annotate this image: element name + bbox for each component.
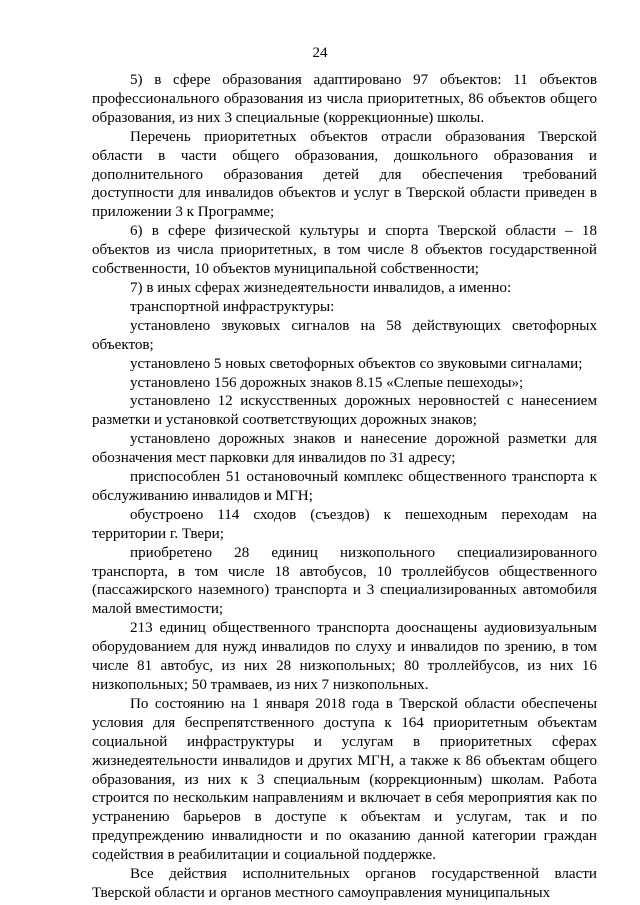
page-number: 24	[312, 45, 328, 61]
paragraph-road-signs: установлено 156 дорожных знаков 8.15 «Слепые пешеходы»;	[130, 374, 524, 391]
paragraph-low-floor-vehicles: приобретено 28 единиц низкопольного специализированного транспорта, в том числе 18 автобусов, 10 троллейбусов общественного (пассажирского наземного) транспорта и 3 специализированных автомобиля малой вместимости;	[92, 544, 597, 618]
paragraph-other-spheres: 7) в иных сферах жизнедеятельности инвалидов, а именно:	[130, 279, 512, 296]
paragraph-status-2018: По состоянию на 1 января 2018 года в Тверской области обеспечены условия для беспрепятственного доступа к 164 приоритетным объектам социальной инфраструктуры и услугам в приоритетных сферах жизнедеятельности инвалидов и других МГН, а также к 86 объектам общего образования, из них к 3 специальным (коррекционным) школам. Работа строится по нескольким направлениям и включает в себя мероприятия как по устранению барьеров в доступе к объектам и услугам, так и по предупреждению инвалидности и по оказанию данной категории граждан содействия в реабилитации и социальной поддержке.	[92, 695, 597, 864]
paragraph-new-traffic-lights: установлено 5 новых светофорных объектов со звуковыми сигналами;	[130, 355, 583, 372]
paragraph-bus-stops: приспособлен 51 остановочный комплекс общественного транспорта к обслуживанию инвалидов и МГН;	[92, 469, 597, 504]
paragraph-education-objects: 5) в сфере образования адаптировано 97 объектов: 11 объектов профессионального образования из числа приоритетных, 86 объектов общего образования, из них 3 специальные (коррекционные) школы.	[92, 72, 597, 126]
paragraph-all-actions: Все действия исполнительных органов государственной власти Тверской области и органов местного самоуправления муниципальных	[92, 866, 597, 901]
paragraph-speed-bumps: установлено 12 искусственных дорожных неровностей с нанесением разметки и установкой соответствующих дорожных знаков;	[92, 393, 597, 429]
paragraph-audiovisual-equipment: 213 единиц общественного транспорта дооснащены аудиовизуальным оборудованием для нужд инвалидов по слуху и инвалидов по зрению, в том числе 81 автобус, из них 28 низкопольных; 80 троллейбусов, из них 16 низкопольных; 50 трамваев, из них 7 низкопольных.	[92, 620, 597, 693]
document-body	[92, 71, 597, 903]
paragraph-parking-marking: установлено дорожных знаков и нанесение дорожной разметки для обозначения мест парковки для инвалидов по 31 адресу;	[92, 431, 597, 467]
paragraph-education-priority-list: Перечень приоритетных объектов отрасли образования Тверской области в части общего образования, дошкольного образования и дополнительного образования детей для обеспечения требований доступности для инвалидов объектов и услуг в Тверской области приведен в приложении 3 к Программе;	[92, 128, 597, 221]
paragraph-pedestrian-ramps: обустроено 114 сходов (съездов) к пешеходным переходам на территории г. Твери;	[92, 506, 597, 542]
paragraph-sport-objects: 6) в сфере физической культуры и спорта Тверской области – 18 объектов из числа приоритетных, в том числе 8 объектов государственной собственности, 10 объектов муниципальной собственности;	[92, 223, 597, 278]
paragraph-sound-signals: установлено звуковых сигналов на 58 действующих светофорных объектов;	[92, 317, 597, 353]
paragraph-transport-infrastructure: транспортной инфраструктуры:	[130, 298, 335, 315]
